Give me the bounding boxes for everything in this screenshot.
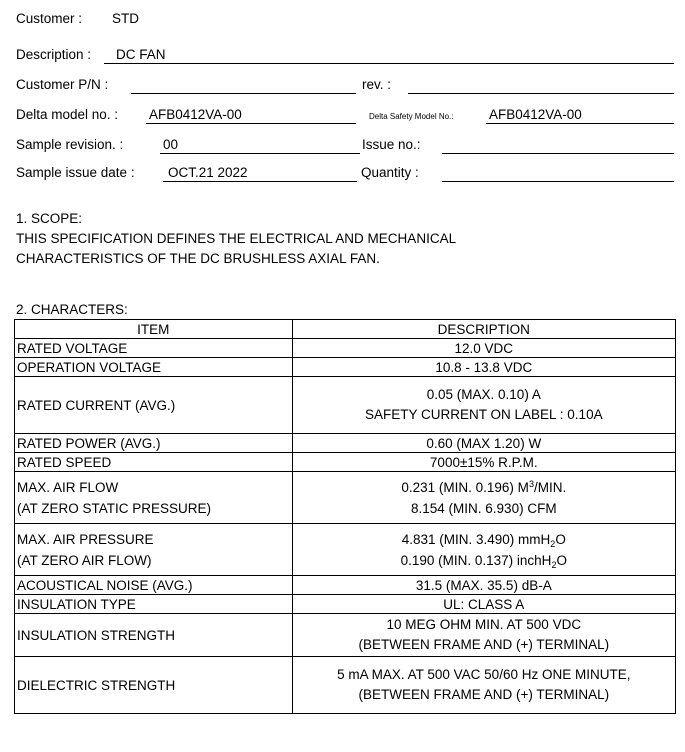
customer-label: Customer : bbox=[16, 11, 83, 26]
table-row bbox=[15, 339, 676, 358]
delta-model-value: AFB0412VA-00 bbox=[149, 107, 242, 122]
customer-pn-underline bbox=[131, 93, 356, 94]
table-row bbox=[15, 472, 676, 524]
col-item-header: ITEM bbox=[15, 320, 293, 339]
row-desc: 4.831 (MIN. 3.490) mmH$_2$O 0.190 (MIN. 0.137) inchH$_2$O bbox=[292, 524, 675, 576]
row-desc: 31.5 (MAX. 35.5) dB-A bbox=[292, 576, 675, 595]
row-item: MAX. AIR PRESSURE (AT ZERO AIR FLOW) bbox=[15, 524, 293, 576]
row-item: RATED VOLTAGE bbox=[15, 339, 293, 358]
scope-heading: 1. SCOPE: bbox=[16, 211, 83, 226]
sample-revision-underline bbox=[160, 153, 360, 154]
row-item: ACOUSTICAL NOISE (AVG.) bbox=[15, 576, 293, 595]
issue-no-underline bbox=[442, 153, 674, 154]
sample-issue-date-underline bbox=[163, 181, 357, 182]
row-item: RATED SPEED bbox=[15, 453, 293, 472]
sample-revision-label: Sample revision. : bbox=[16, 137, 124, 152]
delta-safety-underline bbox=[486, 123, 674, 124]
table-row bbox=[15, 453, 676, 472]
row-desc: 10.8 - 13.8 VDC bbox=[292, 358, 675, 377]
description-underline bbox=[104, 63, 674, 64]
row-item: DIELECTRIC STRENGTH bbox=[15, 657, 293, 714]
delta-safety-label: Delta Safety Model No.: bbox=[369, 112, 454, 121]
delta-model-underline bbox=[146, 123, 356, 124]
quantity-underline bbox=[442, 181, 674, 182]
scope-line-2: CHARACTERISTICS OF THE DC BRUSHLESS AXIAL FAN. bbox=[16, 251, 380, 266]
issue-no-label: Issue no.: bbox=[362, 137, 421, 152]
table-row bbox=[15, 377, 676, 434]
row-desc: 0.231 (MIN. 0.196) $M^3$/MIN. 8.154 (MIN. 6.930) CFM bbox=[292, 472, 675, 524]
delta-safety-value: AFB0412VA-00 bbox=[489, 107, 582, 122]
characters-heading: 2. CHARACTERS: bbox=[16, 302, 128, 317]
table-row bbox=[15, 595, 676, 614]
row-desc: 12.0 VDC bbox=[292, 339, 675, 358]
scope-line-1: THIS SPECIFICATION DEFINES THE ELECTRICAL AND MECHANICAL bbox=[16, 231, 457, 246]
table-row bbox=[15, 434, 676, 453]
quantity-label: Quantity : bbox=[361, 165, 419, 180]
row-desc: 0.60 (MAX 1.20) W bbox=[292, 434, 675, 453]
sample-issue-date-label: Sample issue date : bbox=[16, 165, 135, 180]
description-value: DC FAN bbox=[116, 47, 166, 62]
row-item: OPERATION VOLTAGE bbox=[15, 358, 293, 377]
table-row bbox=[15, 657, 676, 714]
table-row bbox=[15, 576, 676, 595]
row-desc: 0.05 (MAX. 0.10) A SAFETY CURRENT ON LABEL : 0.10A bbox=[292, 377, 675, 434]
description-label: Description : bbox=[16, 47, 92, 62]
table-row bbox=[15, 524, 676, 576]
row-desc: UL: CLASS A bbox=[292, 595, 675, 614]
rev-label: rev. : bbox=[362, 77, 392, 92]
row-item: RATED CURRENT (AVG.) bbox=[15, 377, 293, 434]
table-header-row bbox=[15, 320, 676, 339]
characters-table bbox=[14, 319, 676, 714]
row-item: INSULATION STRENGTH bbox=[15, 614, 293, 657]
col-description-header: DESCRIPTION bbox=[292, 320, 675, 339]
row-desc: 7000±15% R.P.M. bbox=[292, 453, 675, 472]
row-item: INSULATION TYPE bbox=[15, 595, 293, 614]
row-desc: 5 mA MAX. AT 500 VAC 50/60 Hz ONE MINUTE, (BETWEEN FRAME AND (+) TERMINAL) bbox=[292, 657, 675, 714]
customer-pn-label: Customer P/N : bbox=[16, 77, 109, 92]
sample-issue-date-value: OCT.21 2022 bbox=[168, 165, 248, 180]
row-desc: 10 MEG OHM MIN. AT 500 VDC (BETWEEN FRAME AND (+) TERMINAL) bbox=[292, 614, 675, 657]
row-item: MAX. AIR FLOW (AT ZERO STATIC PRESSURE) bbox=[15, 472, 293, 524]
sample-revision-value: 00 bbox=[163, 137, 179, 152]
rev-underline bbox=[408, 93, 674, 94]
row-item: RATED POWER (AVG.) bbox=[15, 434, 293, 453]
table-row bbox=[15, 358, 676, 377]
table-row bbox=[15, 614, 676, 657]
customer-value: STD bbox=[112, 11, 139, 26]
delta-model-label: Delta model no. : bbox=[16, 107, 119, 122]
